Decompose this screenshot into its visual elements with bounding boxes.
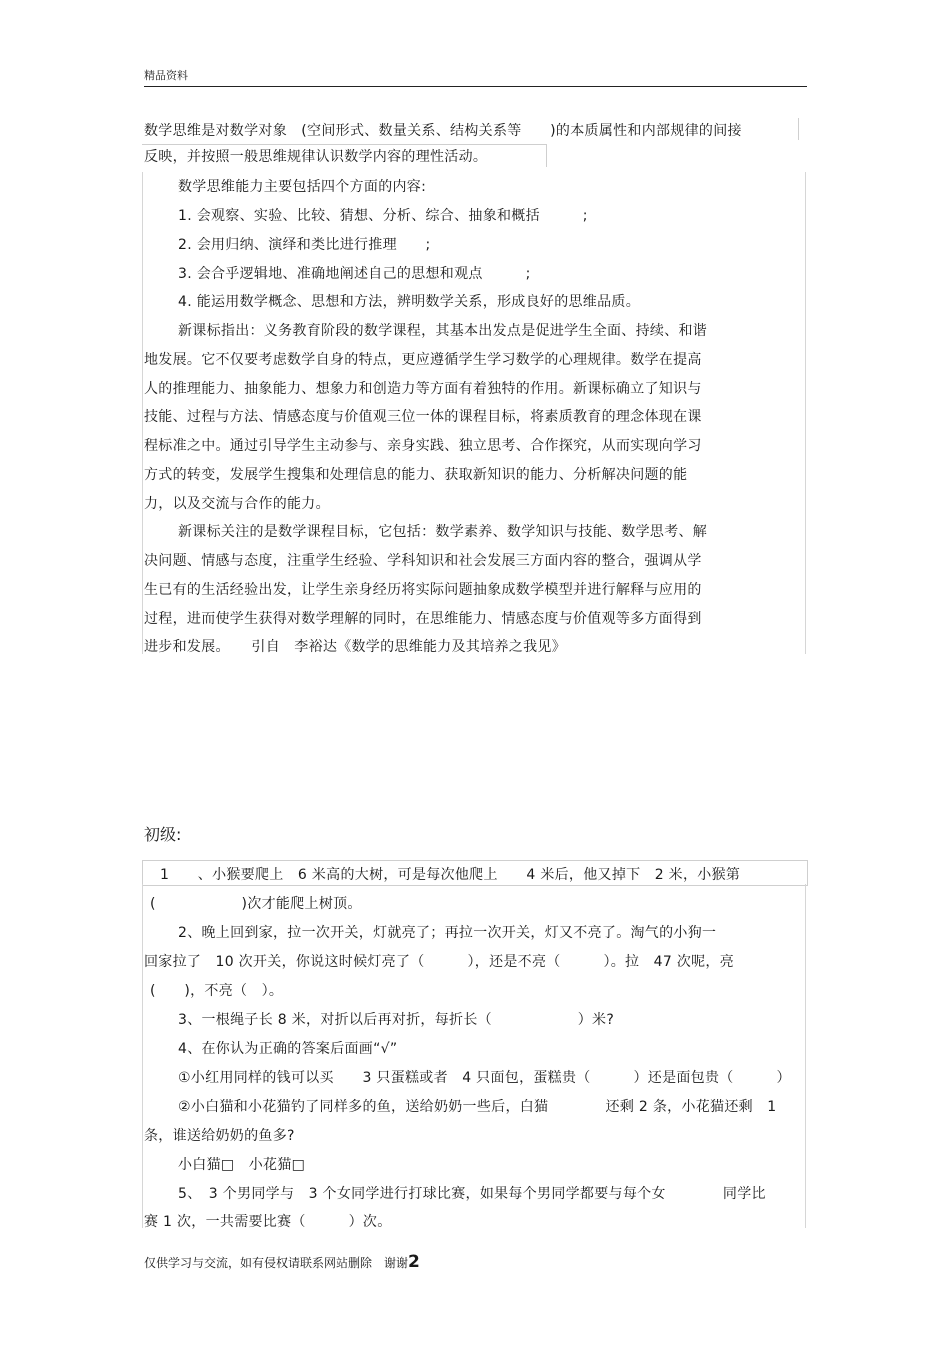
right-rule-2 bbox=[805, 884, 806, 1228]
ability-item-4: 4. 能运用数学概念、思想和方法，辨明数学关系，形成良好的思维品质。 bbox=[178, 294, 641, 310]
footer bbox=[144, 1252, 420, 1272]
para2-line-4: 过程，进而使学生获得对数学理解的同时，在思维能力、情感态度与价值观等多方面得到 bbox=[144, 611, 702, 627]
para2-line-3: 生已有的生活经验出发，让学生亲身经历将实际问题抽象成数学模型并进行解释与应用的 bbox=[144, 582, 702, 598]
para2-line-2: 决问题、情感与态度，注重学生经验、学科知识和社会发展三方面内容的整合，强调从学 bbox=[144, 553, 702, 569]
q4-title: 4、在你认为正确的答案后面画“√” bbox=[178, 1041, 398, 1057]
header-rule bbox=[144, 86, 807, 87]
q5-line-2: 赛 1 次，一共需要比赛（ ）次。 bbox=[144, 1214, 392, 1230]
right-rule-1 bbox=[805, 172, 806, 654]
abilities-intro: 数学思维能力主要包括四个方面的内容: bbox=[178, 179, 427, 195]
q5-line-1: 5、 3 个男同学与 3 个女同学进行打球比赛，如果每个男同学都要与每个女 同学比 bbox=[178, 1186, 766, 1202]
para1-line-3: 人的推理能力、抽象能力、想象力和创造力等方面有着独特的作用。新课标确立了知识与 bbox=[144, 381, 702, 397]
para1-line-2: 地发展。它不仅要考虑数学自身的特点，更应遵循学生学习数学的心理规律。数学在提高 bbox=[144, 352, 702, 368]
para1-line-1: 新课标指出：义务教育阶段的数学课程，其基本出发点是促进学生全面、持续、和谐 bbox=[178, 323, 708, 339]
para1-line-5: 程标准之中。通过引导学生主动参与、亲身实践、独立思考、合作探究，从而实现向学习 bbox=[144, 438, 702, 454]
q2-line-2: 回家拉了 10 次开关，你说这时候灯亮了（ ），还是不亮（ ）。拉 47 次呢，亮 bbox=[144, 954, 735, 970]
header-label: 精品资料 bbox=[144, 69, 188, 82]
para1-line-4: 技能、过程与方法、情感态度与价值观三位一体的课程目标，将素质教育的理念体现在课 bbox=[144, 409, 702, 425]
para1-line-7: 力，以及交流与合作的能力。 bbox=[144, 496, 330, 512]
para2-line-5: 进步和发展。 引自 李裕达《数学的思维能力及其培养之我见》 bbox=[144, 639, 566, 655]
q2-line-1: 2、晚上回到家，拉一次开关，灯就亮了；再拉一次开关，灯又不亮了。淘气的小狗一 bbox=[178, 925, 717, 941]
left-rule-1 bbox=[142, 172, 143, 654]
q4-b-line-2: 条，谁送给奶奶的鱼多? bbox=[144, 1128, 295, 1144]
page-number: 2 bbox=[408, 1252, 420, 1272]
intro-line-2: 反映，并按照一般思维规律认识数学内容的理性活动。 bbox=[144, 149, 488, 165]
para2-line-1: 新课标关注的是数学课程目标，它包括：数学素养、数学知识与技能、数学思考、解 bbox=[178, 524, 708, 540]
left-rule-2 bbox=[142, 884, 143, 1228]
section-title: 初级: bbox=[144, 825, 182, 844]
ability-item-3: 3. 会合乎逻辑地、准确地阐述自己的思想和观点 ; bbox=[178, 266, 531, 282]
footer-text: 仅供学习与交流，如有侵权请联系网站删除 谢谢 bbox=[144, 1256, 409, 1270]
ability-item-1: 1. 会观察、实验、比较、猜想、分析、综合、抽象和概括 ; bbox=[178, 208, 588, 224]
q3-line: 3、一根绳子长 8 米，对折以后再对折，每折长（ ）米? bbox=[178, 1012, 615, 1028]
para1-line-6: 方式的转变，发展学生搜集和处理信息的能力、获取新知识的能力、分析解决问题的能 bbox=[144, 467, 688, 483]
intro-line-1: 数学思维是对数学对象 (空间形式、数量关系、结构关系等 )的本质属性和内部规律的间接 bbox=[144, 123, 742, 139]
q4-b-line-1: ②小白猫和小花猫钓了同样多的鱼，送给奶奶一些后，白猫 还剩 2 条，小花猫还剩 1 bbox=[178, 1099, 777, 1115]
q1-line-2: ( )次才能爬上树顶。 bbox=[150, 896, 362, 912]
q4-a: ①小红用同样的钱可以买 3 只蛋糕或者 4 只面包，蛋糕贵（ ）还是面包贵（ ） bbox=[178, 1070, 791, 1086]
q1-line-1: 1 、小猴要爬上 6 米高的大树，可是每次他爬上 4 米后，他又掉下 2 米，小猴第 bbox=[160, 867, 741, 883]
q4-choices: 小白猫□ 小花猫□ bbox=[178, 1157, 306, 1173]
ability-item-2: 2. 会用归纳、演绎和类比进行推理 ; bbox=[178, 237, 431, 253]
q2-line-3: ( )，不亮（ ）。 bbox=[150, 983, 284, 999]
